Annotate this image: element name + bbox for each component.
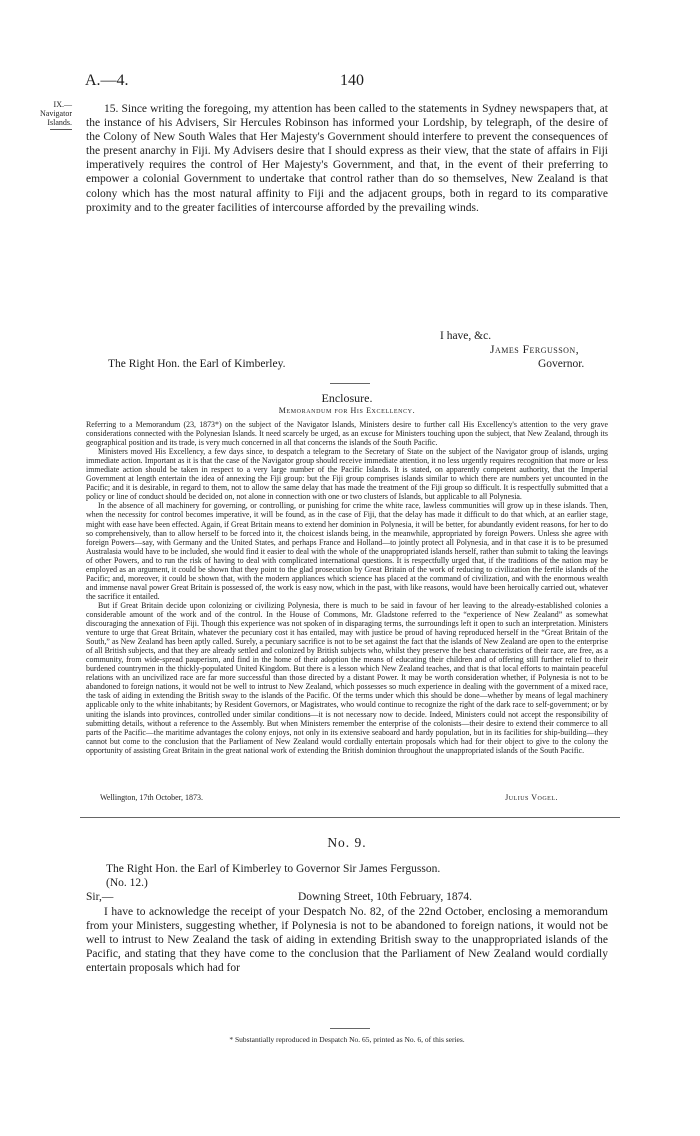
signatory-title: Governor. xyxy=(538,358,585,370)
addressee: The Right Hon. the Earl of Kimberley. xyxy=(108,358,286,370)
despatch-title: The Right Hon. the Earl of Kimberley to Governor Sir James Fergusson. xyxy=(106,863,441,875)
memo-paragraph: Ministers moved His Excellency, a few days since, to despatch a telegram to the Secretary of State on the subject of the Navigator group of islands, urging immediate action. Important as it is that the case of the Navigator group should receive immediate attention, it no less urgently requires recognition that more or less immediate action should be taken in respect to a very large number of the Pacific Islands. It is stated, on apparently competent authority, that the Imperial Government at length entertain the idea of annexing the Fiji group: but the Fiji group comprises islands similar to which there are numbers yet uncounted in the Pacific; and it is desirable, in regard to them, not to allow the same delay that has made the treatment of the Fiji group so difficult. It is respectfully submitted that a policy or line of conduct should be decided on, not alone in connection with one or two clusters of Islands, but applicable to all Polynesia. xyxy=(86,447,608,502)
margin-note xyxy=(22,100,72,130)
memo-paragraph: But if Great Britain decide upon colonizing or civilizing Polynesia, there is much to be said in favour of her leaving to the already-established colonies a considerable amount of the work and of the control. In the House of Commons, Mr. Gladstone referred to the “experience of New Zealand” as somewhat discouraging the annexation of Fiji. Though this experience was not spoken of in disparaging terms, the surroundings left it open to such an interpretation. Ministers venture to urge that Great Britain, whatever the pecuniary cost it has entailed, may with justice be proud of having reproduced herself in the “Great Britain of the South,” as New Zealand has been aptly called. Surely, a pecuniary sacrifice is not to be set against the fact that the islands of New Zealand are open to the enterprise of all British subjects, and that they are already settled and colonized by British subjects who, whilst they preserve the best characteristics of their race, are free, as a community, from wide-spread pauperism, and find in the home of their adoption the means of educating their children and of offering still further relief to their burdened countrymen in the thickly-populated United Kingdom. But there is a lesson which New Zealand teaches, and that is that local efforts to maintain peaceful relations with an uncivilized race are far more successful than those directed by a distant Power. It may be worth consideration whether, if Polynesia is not to be abandoned to foreign nations, it would not be well to intrust to New Zealand, which possesses so much experience in dealing with the government of a mixed race, the task of aiding in extending the British sway to the islands of the Pacific. Of the terms under which this should be done—whether by means of legal machinery applicable only to the white inhabitants; by Resident Governors, or Magistrates, who would continue to recognize the right of the dark race to self-government; or by uniting the islands into provinces, controlled under similar conditions—it is not necessary now to decide. Indeed, Ministers could not accept the responsibility of submitting details, without a reference to the Assembly. But when Ministers remember the enterprise of the colonists—their desire to extend their commerce to all parts of the Pacific—the maritime advantages the colony enjoys, not only in its extensive seaboard and hardy population, but in its facilities for ship-building—they cannot but come to the conclusion that the Parliament of New Zealand would cordially entertain proposals which had for their object to give to the colony the opportunity of assisting Great Britain in the great national work of extending the British dominion throughout the unappropriated islands of the South Pacific. xyxy=(86,600,608,755)
closing-phrase: I have, &c. xyxy=(440,330,492,342)
memo-paragraph: Referring to a Memorandum (23, 1873*) on the subject of the Navigator Islands, Ministers desire to further call His Excellency's attention to the very grave considerations connected with the Polynesian Islands. It need scarcely be urged, as an excuse for Ministers touching upon the subject, that New Zealand, through its geographical position and its trade, is very much concerned in all that concerns the islands of the South Pacific. xyxy=(86,420,608,448)
memo-date: Wellington, 17th October, 1873. xyxy=(100,793,204,802)
footnote-divider xyxy=(330,1028,370,1029)
memo-signatory: Julius Vogel. xyxy=(505,793,558,802)
memorandum-signature xyxy=(86,793,608,805)
memo-paragraph: In the absence of all machinery for governing, or controlling, or punishing for crime the white race, lawless communities will grow up in these islands. Then, when the necessity for control becomes imperative, it will be found, as in the case of Fiji, that the delay has made it difficult to do that which, at an earlier stage, might with ease have been effected. Again, if Great Britain means to extend her dominion in Polynesia, it will be better, for abundantly evident reasons, for her to do so comprehensively, than to allow herself to be forced into it, the choicest islands being, in the meanwhile, appropriated by foreign Powers. Unless she agree with foreign Powers—say, with Germany and the United States, and perhaps France and Holland—to jointly protect all Polynesia, and in that case it is to be presumed Australasia would have to be included, she would find it easier to deal with the whole of the unappropriated islands herself, rather than submit to taking the leavings of other Powers, and to run the risk of having to deal with complicated international questions. It is respectfully urged that, if the traditions of the nation may be employed as an argument, it could be shown that they point to the glad prosecution by Great Britain of the work of reducing to civilization the fertile islands of the Pacific; and, moreover, it could be shown that, with the modern appliances which science has placed at the command of civilization, and with the enormous wealth and immense naval power Great Britain is possessed of, the work is easy now, which in the past, with like reasons, would have been heroically carried out, whatever the sacrifice it entailed. xyxy=(86,501,608,601)
despatch-body xyxy=(86,905,608,975)
letter-paragraph: 15. Since writing the foregoing, my attention has been called to the statements in Sydney newspapers that, at the instance of his Advisers, Sir Hercules Robinson has informed your Lordship, by telegraph, of the desire of the Colony of New South Wales that Her Majesty's Government should interfere to prevent the consequences of the present anarchy in Fiji. My Advisers desire that I should express as their view, that the state of affairs in Fiji imperatively requires the control of Her Majesty's Government, and that, in the event of their preferring to empower a colonial Government to undertake that control rather than do so themselves, New Zealand is that colony which has the most natural affinity to Fiji and the adjacent groups, both in regard to its comparative proximity and to the greater facilities of intercourse afforded by the prevailing winds. xyxy=(86,103,608,214)
margin-note-text: IX.—Navigator Islands. xyxy=(40,100,72,127)
series-reference: A.—4. xyxy=(85,72,129,89)
section-divider xyxy=(330,383,370,384)
signature: James Fergusson, xyxy=(490,344,580,356)
section-divider xyxy=(80,817,620,818)
salutation: Sir,— xyxy=(86,891,114,903)
margin-divider xyxy=(50,129,72,130)
memorandum-title: Memorandum for His Excellency. xyxy=(278,406,416,415)
letter-closing xyxy=(86,330,608,378)
despatch-sub-number: (No. 12.) xyxy=(106,877,148,889)
page-header xyxy=(85,72,605,92)
despatch-number: No. 9. xyxy=(327,835,367,850)
enclosure-heading: Enclosure. xyxy=(321,391,373,405)
page-number: 140 xyxy=(340,72,364,89)
letter-section xyxy=(86,102,608,215)
place-date: Downing Street, 10th February, 1874. xyxy=(298,891,472,903)
memorandum-body xyxy=(86,420,608,755)
despatch-paragraph: I have to acknowledge the receipt of your Despatch No. 82, of the 22nd October, enclosing a memorandum from your Ministers, suggesting whether, if Polynesia is not to be abandoned to foreign nations, it would not be well to intrust to New Zealand the task of aiding in extending British sway to the unappropriated islands of the Pacific, and stating that they have come to the conclusion that the Parliament of New Zealand would cordially entertain proposals which had for xyxy=(86,906,608,975)
footnote: * Substantially reproduced in Despatch No. 65, printed as No. 6, of this series. xyxy=(229,1035,465,1044)
